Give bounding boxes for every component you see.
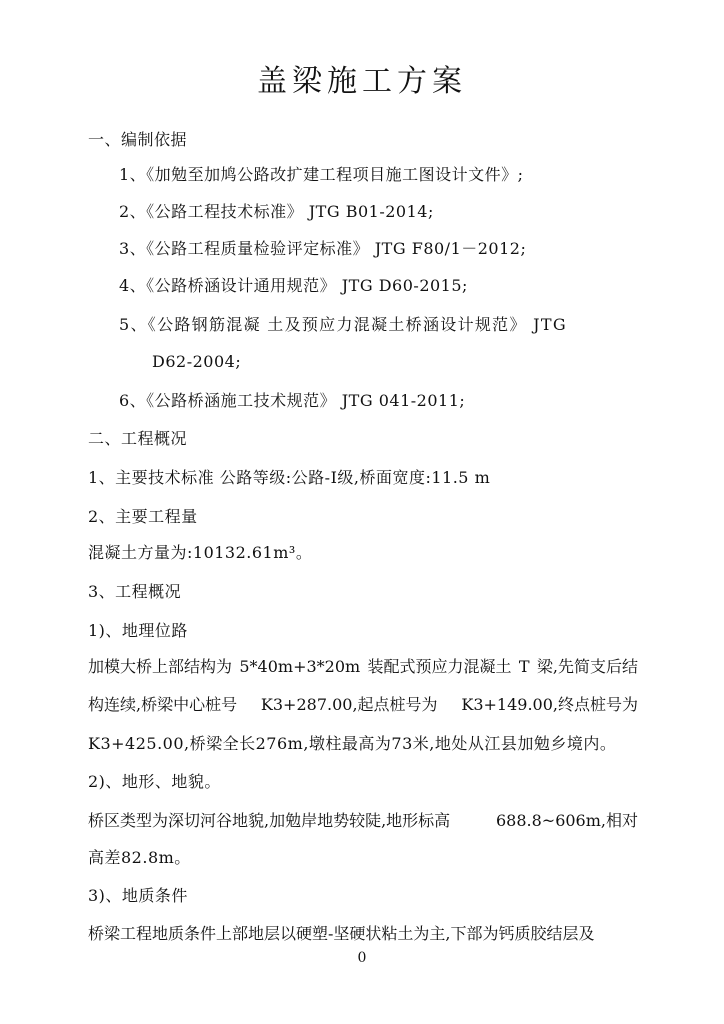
text-segment: 688.8~606m,相对 [495,811,638,830]
tech-standard-line: 1、主要技术标准 公路等级:公路-I级,桥面宽度:11.5 m [88,468,491,487]
location-paragraph-line-1 [88,655,638,679]
overview-subheading: 3、工程概况 [88,582,182,601]
text-segment: K3+287.00,起点桩号为 [260,695,438,714]
basis-item-1: 1、《加勉至加鸠公路改扩建工程项目施工图设计文件》; [119,165,524,184]
text-segment: 构连续,桥梁中心桩号 [88,695,238,714]
quantity-heading: 2、主要工程量 [88,507,198,526]
section-heading-basis: 一、编制依据 [88,130,188,149]
document-title: 盖梁施工方案 [257,64,467,99]
concrete-volume: 混凝土方量为:10132.61m³。 [88,543,313,562]
terrain-subheading: 2)、地形、地貌。 [88,772,221,791]
basis-item-3: 3、《公路工程质量检验评定标准》 JTG F80/1－2012; [119,239,527,258]
terrain-paragraph-line-1 [88,809,638,833]
text-segment: K3+149.00,终点桩号为 [461,695,638,714]
location-paragraph-line-3: K3+425.00,桥梁全长276m,墩柱最高为73米,地处从江县加勉乡境内。 [88,734,617,753]
geology-subheading: 3)、地质条件 [88,886,188,905]
terrain-paragraph-line-2: 高差82.8m。 [88,848,191,867]
basis-item-6: 6、《公路桥涵施工技术规范》 JTG 041-2011; [119,391,466,410]
text-segment: 梁,先简支后结 [536,657,638,676]
basis-item-4: 4、《公路桥涵设计通用规范》 JTG D60-2015; [119,276,468,295]
page-number: 0 [357,950,367,966]
text-segment: T [518,657,530,676]
location-paragraph-line-2 [88,693,638,717]
basis-item-2: 2、《公路工程技术标准》 JTG B01-2014; [119,202,434,221]
geology-paragraph-line-1 [88,922,638,946]
location-subheading: 1)、地理位路 [88,621,188,640]
section-heading-overview: 二、工程概况 [88,429,188,448]
basis-item-5: 5、《公路钢筋混凝 土及预应力混凝土桥涵设计规范》 JTG [119,315,567,334]
text-segment: 装配式预应力混凝土 [367,657,512,676]
basis-item-5-cont: D62-2004; [152,352,242,371]
text-segment: 桥区类型为深切河谷地貌,加勉岸地势较陡,地形标高 [88,811,451,830]
text-segment: 加模大桥上部结构为 [88,657,233,676]
text-segment: 桥梁工程地质条件上部地层以硬塑-坚硬状粘土为主,下部为钙质胶结层及 [88,924,595,943]
text-segment: 5*40m+3*20m [239,657,361,676]
